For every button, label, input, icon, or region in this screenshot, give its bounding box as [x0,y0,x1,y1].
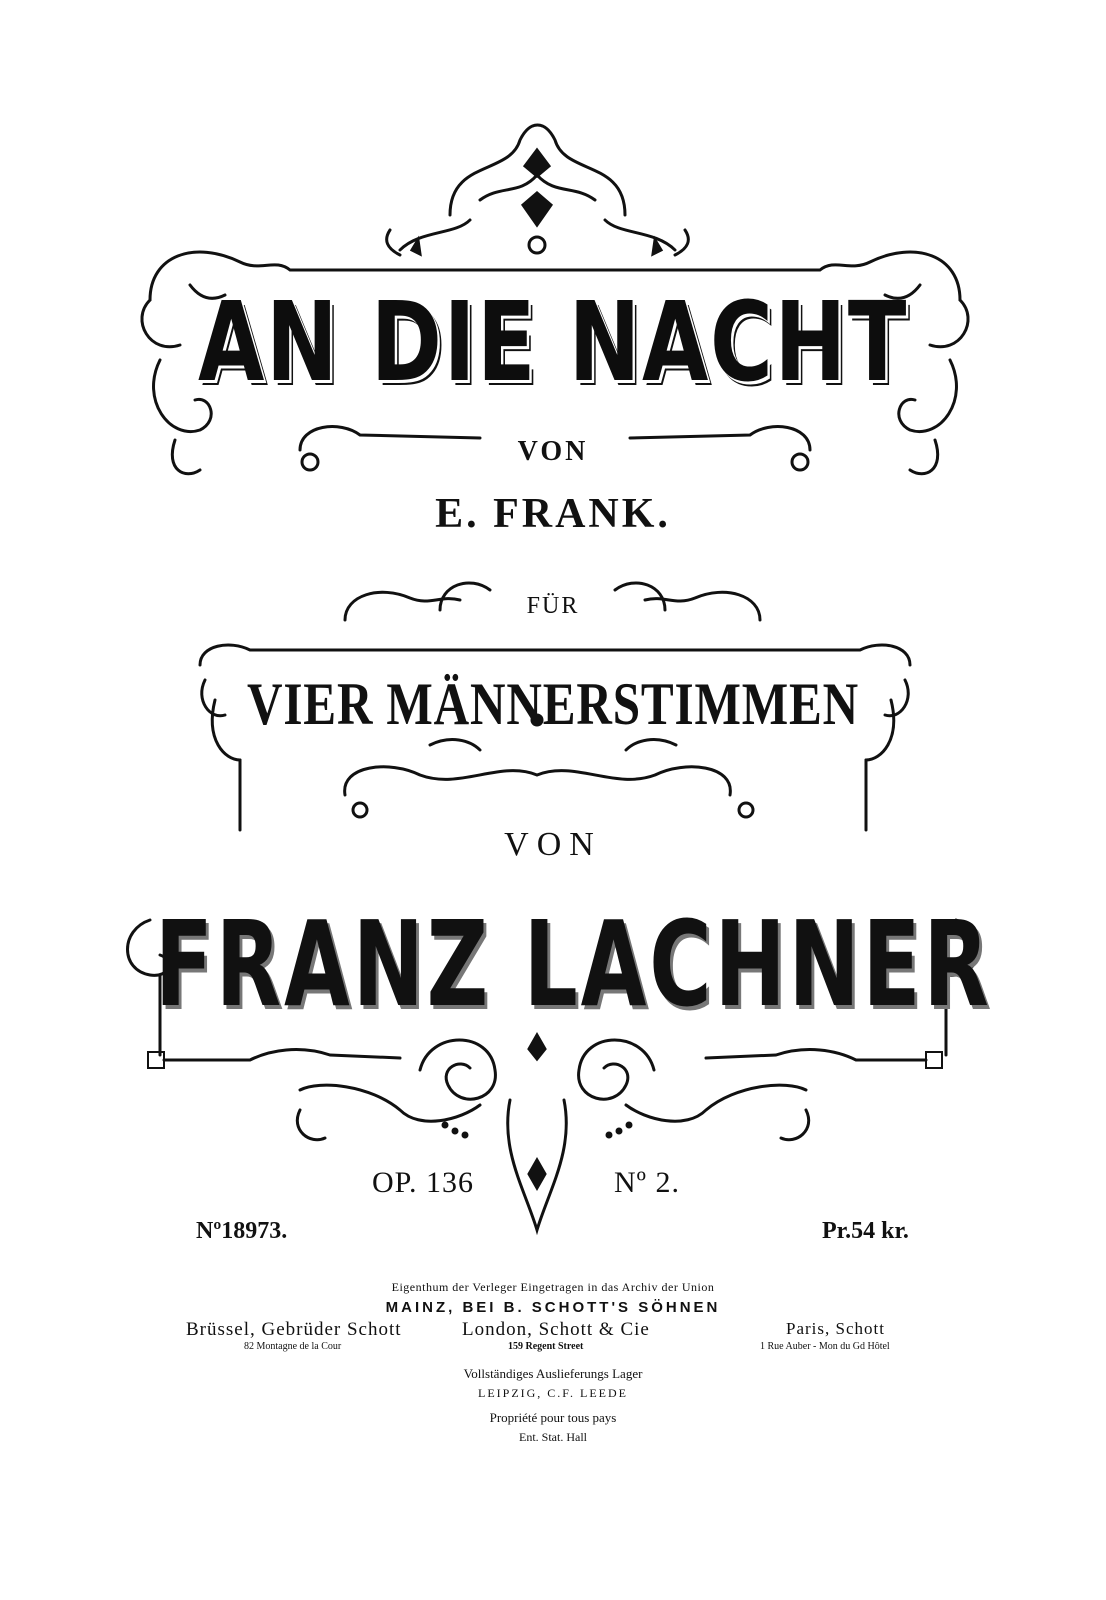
branch-brussels: Brüssel, Gebrüder Schott [186,1319,402,1340]
branch-brussels-address: 82 Montagne de la Cour [244,1341,342,1352]
opus-number: OP. 136 [372,1166,475,1199]
registration-notice: Ent. Stat. Hall [519,1430,587,1444]
piece-title: AN DIE NACHT [198,278,908,406]
voicing: VIER MÄNNERSTIMMEN [246,671,860,737]
work-number: Nº 2. [614,1166,680,1199]
by-line-composer: VON [504,826,602,863]
ownership-notice: Eigenthum der Verleger Eingetragen in das Archiv der Union [391,1280,715,1294]
depot-city: LEIPZIG, C.F. LEEDE [477,1386,629,1400]
by-line-lyricist: VON [517,436,589,467]
branch-paris-address: 1 Rue Auber - Mon du Gd Hôtel [760,1341,890,1352]
depot-notice: Vollständiges Auslieferungs Lager [463,1366,643,1381]
top-crest-ornament [387,125,689,255]
branch-london: London, Schott & Cie [462,1319,650,1340]
branch-london-address: 159 Regent Street [508,1341,584,1352]
publisher-main: MAINZ, BEI B. SCHOTT'S SÖHNEN [385,1299,721,1316]
composer-name: FRANZ LACHNER [154,895,992,1033]
price: Pr.54 kr. [822,1218,909,1244]
for-label: FÜR [526,593,580,619]
lyricist-name: E. FRANK. [435,491,671,537]
rights-notice: Propriété pour tous pays [489,1410,617,1425]
plate-number: Nº18973. [196,1218,288,1244]
branch-paris: Paris, Schott [786,1319,885,1338]
bottom-pendant-ornament [297,1035,808,1230]
